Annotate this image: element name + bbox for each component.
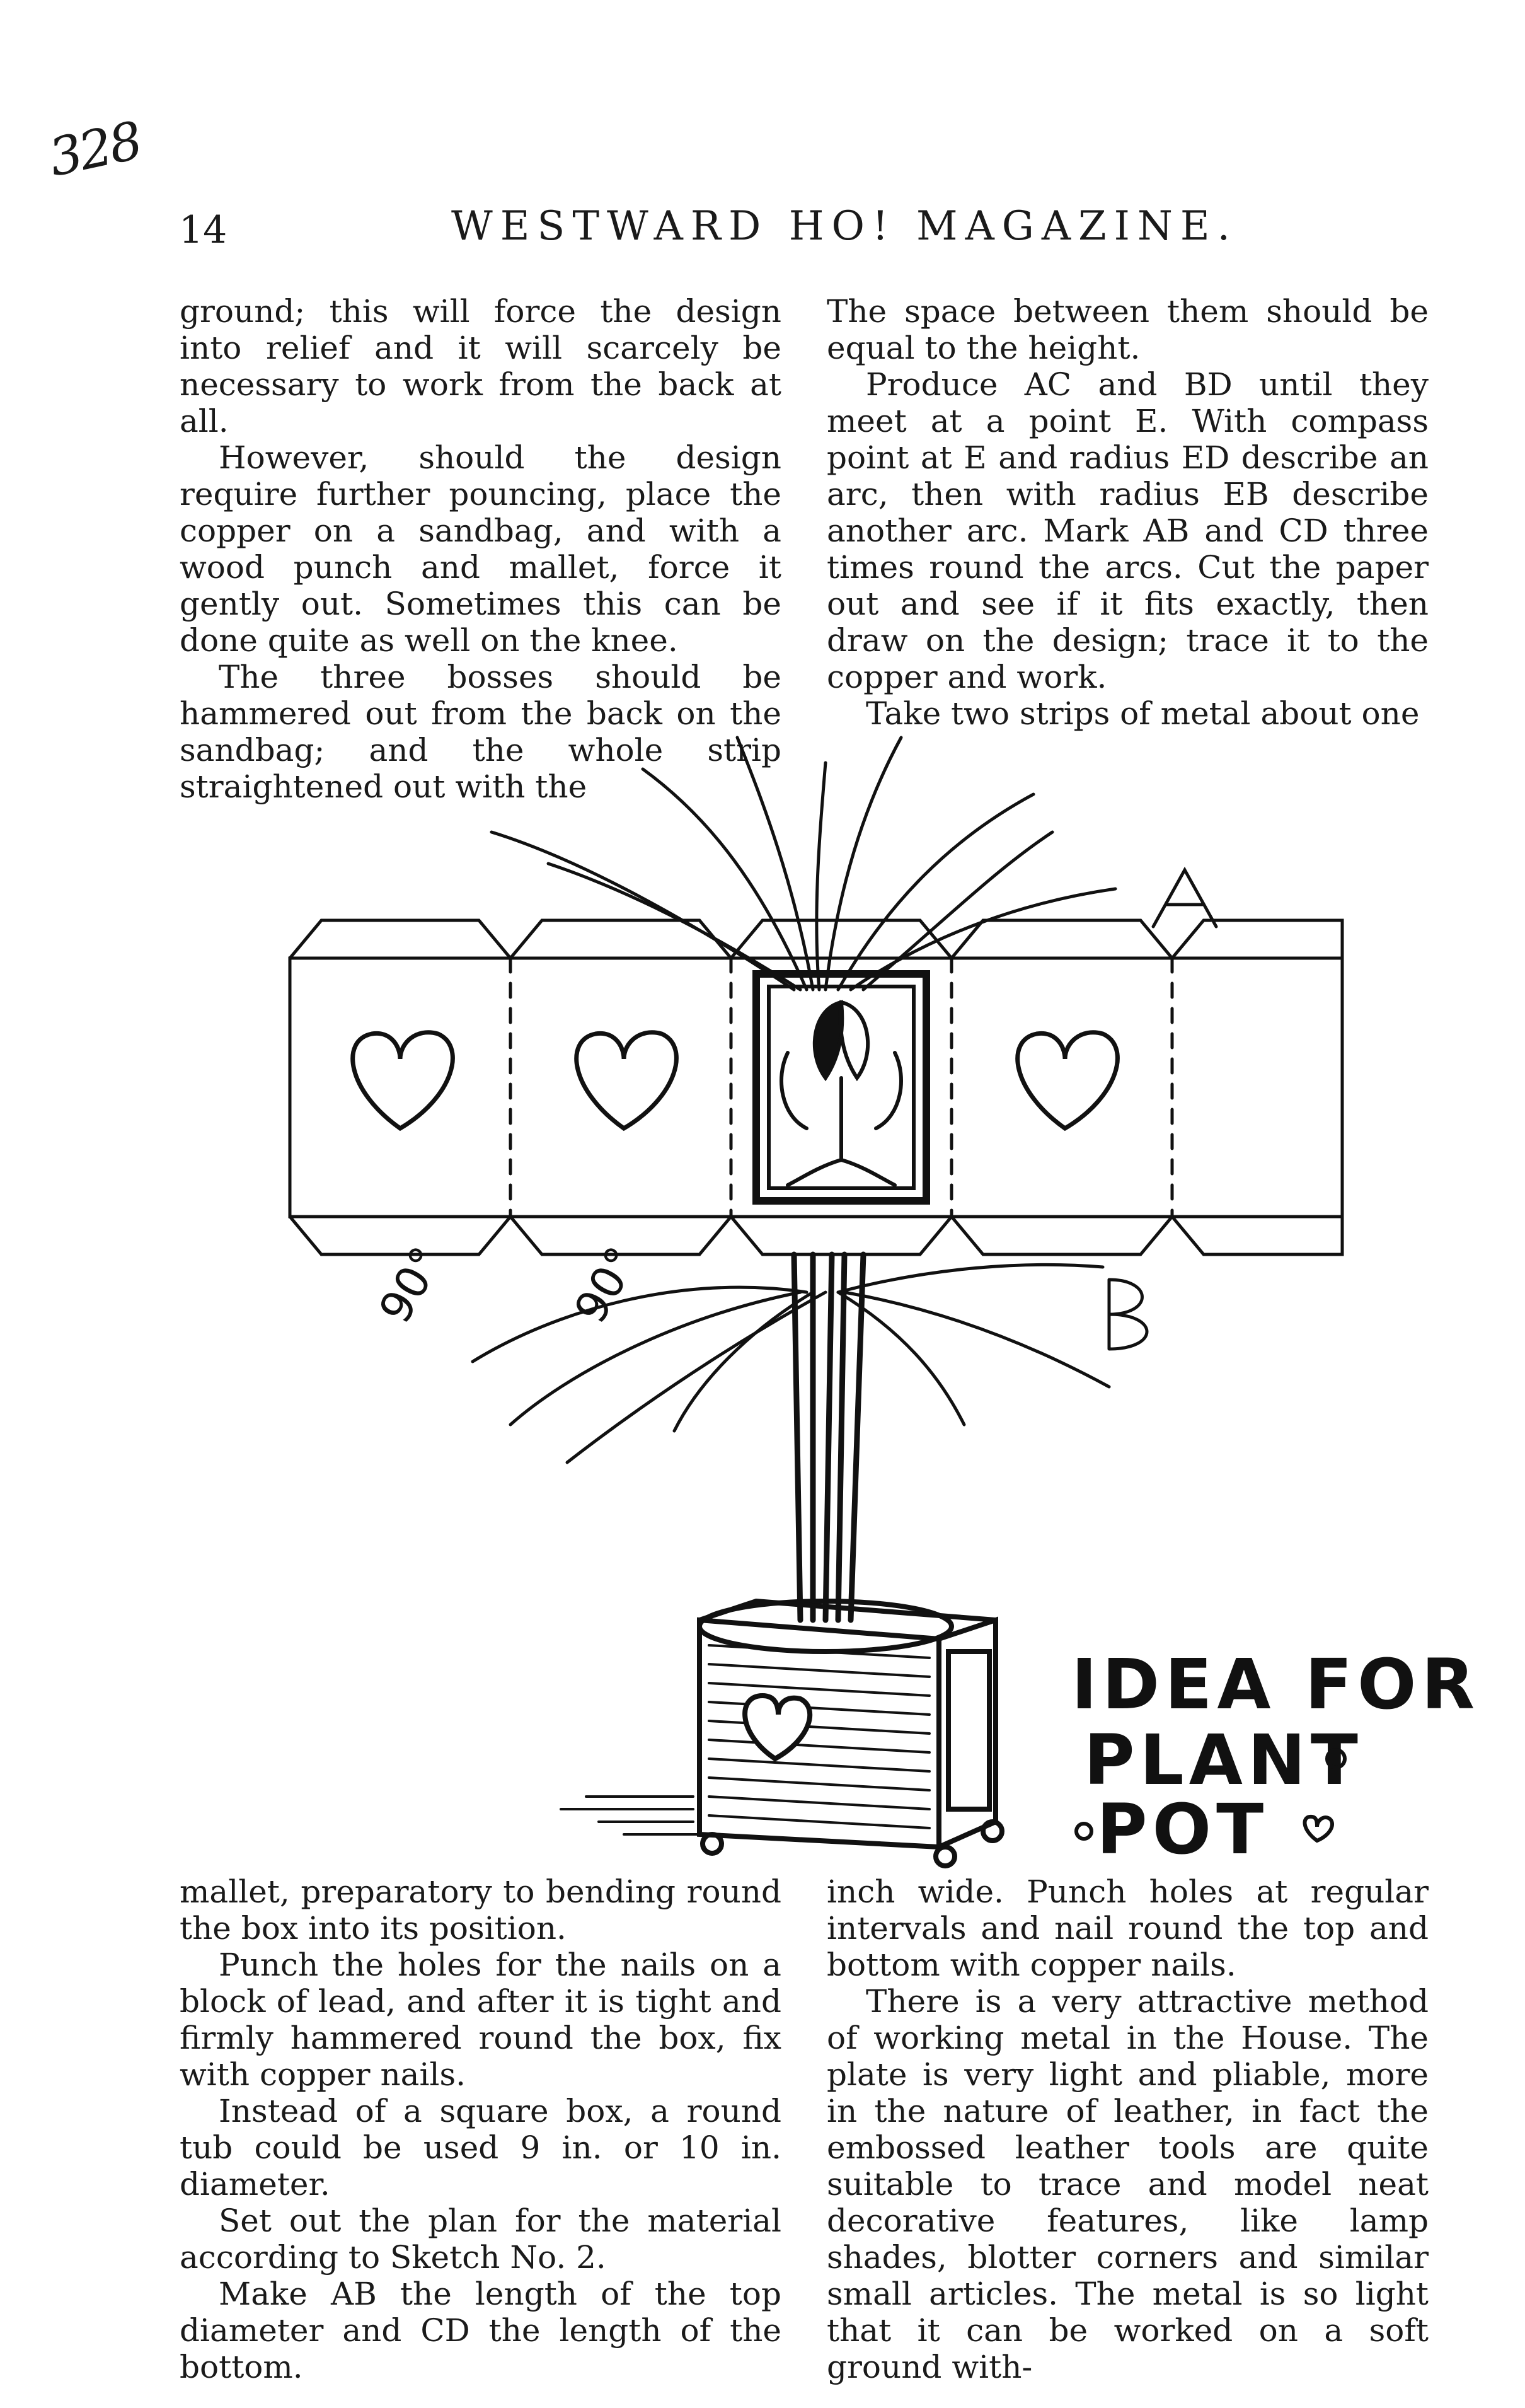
paragraph: Make AB the length of the top diameter and CD the length of the bottom. bbox=[180, 2276, 781, 2385]
angle-label: 90° bbox=[564, 1238, 648, 1332]
handwritten-page-note: 328 bbox=[43, 111, 146, 188]
embossed-panel bbox=[756, 974, 926, 1201]
paragraph: ground; this will force the design into relief and it will scarcely be necessary to work from the back at all. bbox=[180, 293, 781, 439]
paragraph: inch wide. Punch holes at regular intervals and nail round the top and bottom with copper nails. bbox=[827, 1873, 1429, 1983]
plant-stems bbox=[794, 1254, 863, 1620]
paragraph: Produce AC and BD until they meet at a point E. With compass point at E and radius ED describe an arc, then with radius EB describe another arc. Mark AB and CD three times round the arcs. Cut the paper out and see if it fits exactly, then draw on the design; trace it to the copper and work. bbox=[827, 366, 1429, 695]
paragraph: Punch the holes for the nails on a block of lead, and after it is tight and firmly hammered round the box, fix with copper nails. bbox=[180, 1947, 781, 2093]
caption-line-2: PLANT bbox=[1084, 1720, 1363, 1800]
page-number: 14 bbox=[179, 208, 227, 252]
column-bottom-right bbox=[827, 1873, 1429, 2385]
plant-pot-illustration bbox=[271, 725, 1480, 1870]
caption-line-3: POT bbox=[1096, 1789, 1269, 1870]
paragraph: The space between them should be equal to the height. bbox=[827, 293, 1429, 366]
palm-fronds-upper bbox=[492, 738, 1115, 990]
palm-fronds-lower bbox=[473, 1265, 1109, 1462]
heart-icon bbox=[353, 1033, 453, 1128]
heart-icon bbox=[1018, 1033, 1118, 1128]
angle-label: 90° bbox=[369, 1238, 453, 1332]
column-bottom-left bbox=[180, 1873, 781, 2385]
paragraph: However, should the design require further pouncing, place the copper on a sandbag, and with a wood punch and mallet, force it gently out. Sometimes this can be done quite as well on the knee. bbox=[180, 439, 781, 659]
paragraph: The three bosses should be hammered out from the back on the sandbag; and the whole strip straightened out with the bbox=[180, 659, 781, 805]
column-top-right bbox=[827, 293, 1429, 732]
running-head: WESTWARD HO! MAGAZINE. bbox=[451, 203, 1238, 250]
paragraph: Take two strips of metal about one bbox=[866, 695, 1420, 732]
pot-shadow bbox=[561, 1797, 699, 1834]
paragraph: Instead of a square box, a round tub could be used 9 in. or 10 in. diameter. bbox=[180, 2093, 781, 2203]
heart-icon bbox=[1305, 1817, 1332, 1841]
paragraph: mallet, preparatory to bending round the box into its position. bbox=[180, 1873, 781, 1947]
caption-line-1: IDEA FOR bbox=[1071, 1644, 1480, 1725]
heart-icon bbox=[577, 1033, 677, 1128]
paragraph: There is a very attractive method of working metal in the House. The plate is very light and pliable, more in the nature of leather, in fact the embossed leather tools are quite suitable to trace and model neat decorative features, like lamp shades, blotter corners and similar small articles. The metal is so light that it can be worked on a soft ground with- bbox=[827, 1983, 1429, 2385]
paragraph: Set out the plan for the material according to Sketch No. 2. bbox=[180, 2203, 781, 2276]
ornament-dot bbox=[1076, 1824, 1091, 1839]
pot-box bbox=[699, 1601, 1002, 1866]
